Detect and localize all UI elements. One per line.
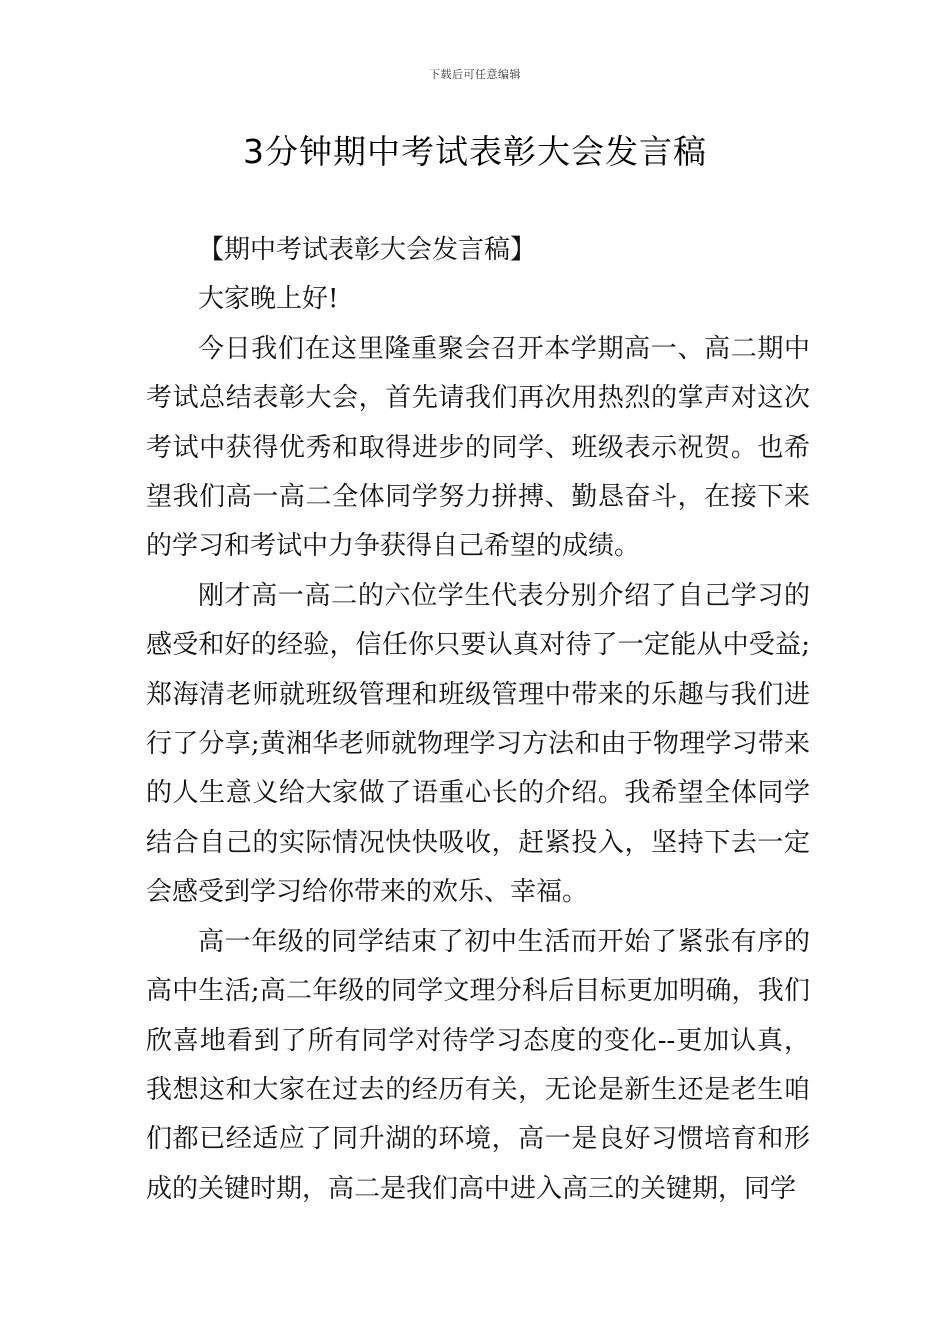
paragraph-greeting: 大家晚上好!: [198, 284, 339, 315]
header-note: 下载后可任意编辑: [429, 68, 521, 81]
paragraph-2: 刚才高一高二的六位学生代表分别介绍了自己学习的感受和好的经验，信任你只要认真对待了一定能从中受益;郑海清老师就班级管理和班级管理中带来的乐趣与我们进行了分享;黄湘华老师就物理学习方法和由于物理学习带来的人生意义给大家做了语重心长的介绍。我希望全体同学结合自己的实际情况快快吸收，赶紧投入，坚持下去一定会感受到学习给你带来的欢乐、幸福。: [146, 580, 810, 908]
document-title: 3分钟期中考试表彰大会发言稿: [243, 132, 707, 171]
paragraph-1: 今日我们在这里隆重聚会召开本学期高一、高二期中考试总结表彰大会，首先请我们再次用热烈的掌声对这次考试中获得优秀和取得进步的同学、班级表示祝贺。也希望我们高一高二全体同学努力拼搏、勤恳奋斗，在接下来的学习和考试中力争获得自己希望的成绩。: [146, 333, 810, 562]
paragraph-3: 高一年级的同学结束了初中生活而开始了紧张有序的高中生活;高二年级的同学文理分科后目标更加明确，我们欣喜地看到了所有同学对待学习态度的变化--更加认真，我想这和大家在过去的经历有关，无论是新生还是老生咱们都已经适应了同升湖的环境，高一是良好习惯培育和形成的关键时期，高二是我们高中进入高三的关键期，同学: [146, 926, 810, 1204]
document-body: [146, 226, 810, 1214]
paragraph-heading: 【期中考试表彰大会发言稿】: [198, 235, 537, 265]
